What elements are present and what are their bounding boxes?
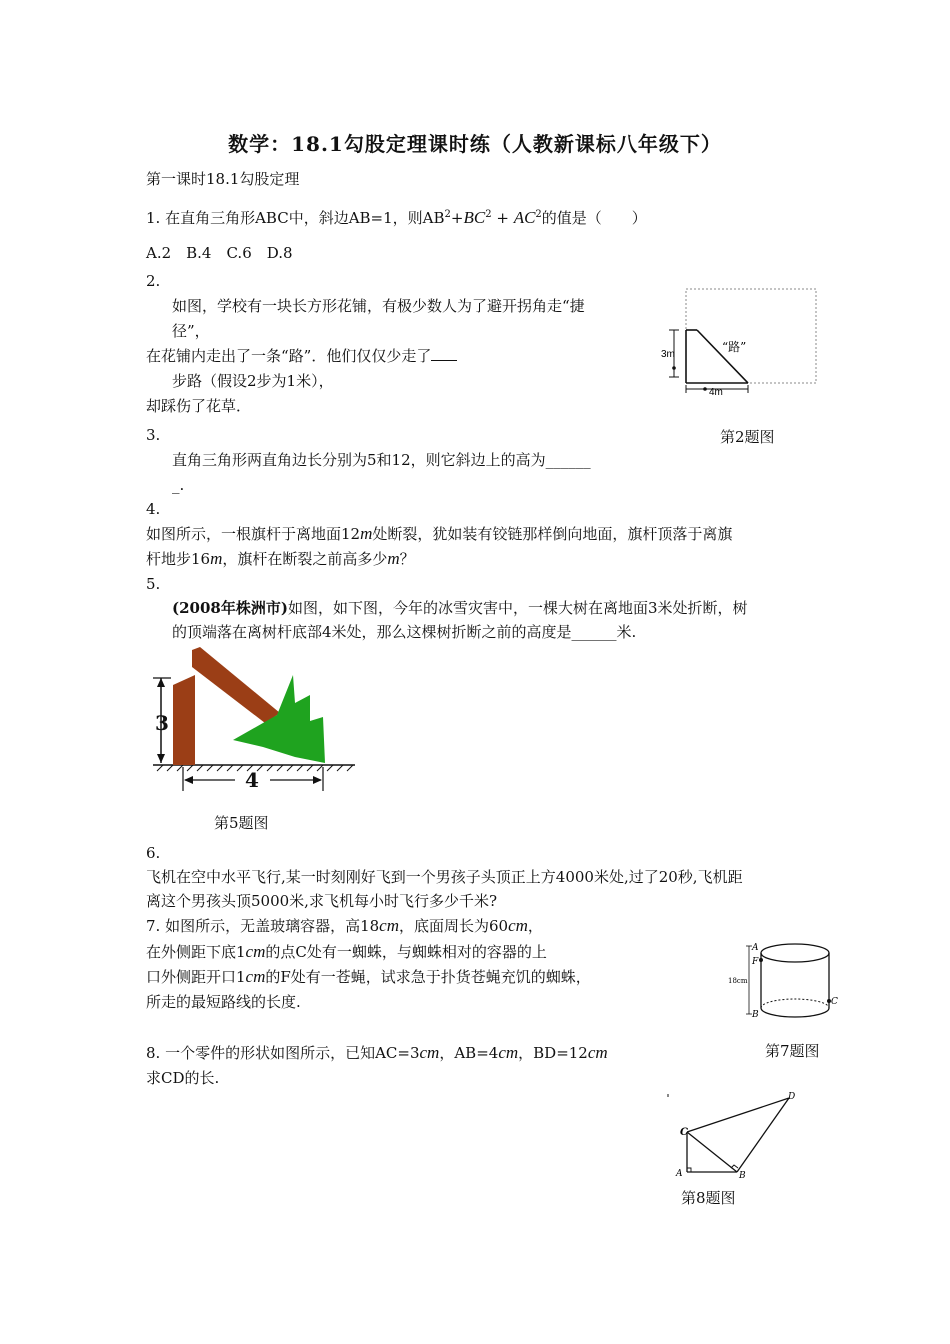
q5-number: 5.: [146, 575, 161, 593]
fig2-4m: 4m: [709, 387, 723, 398]
q5-line1-text: 如图，如下图，今年的冰雪灾害中，一棵大树在离地面3米处折断，树: [287, 599, 748, 617]
q4-l1a: 如图所示，一根旗杆于离地面12: [146, 525, 361, 543]
q2-number: 2.: [146, 272, 161, 290]
fig8-label-C: C: [680, 1127, 688, 1138]
q2-line3: [146, 345, 457, 367]
fig2-3m: 3m: [661, 349, 675, 360]
q4-unit-m3: m: [387, 549, 400, 568]
fig8-caption: 第8题图: [681, 1189, 736, 1207]
q1-text-b: 的值是（ ）: [541, 209, 647, 227]
q6-number: 6.: [146, 844, 161, 862]
q7-line1: [146, 915, 543, 937]
q3-number: 3.: [146, 426, 161, 444]
fig5-label-3: 3: [155, 711, 169, 735]
q7-unit-cm2: cm: [508, 916, 528, 935]
figure-5: [145, 645, 360, 795]
q1-ac: AC: [513, 208, 536, 227]
q7-unit-cm3: cm: [245, 942, 266, 961]
q7-line3: [146, 966, 591, 988]
fig7-label-18cm: 18cm: [728, 977, 748, 985]
q1-bc: BC: [463, 208, 486, 227]
q2-line3-text: 在花铺内走出了一条“路”．他们仅仅少走了: [146, 347, 432, 365]
q4-unit-m1: m: [360, 524, 373, 543]
fig7-label-A: A: [752, 943, 759, 953]
q7-l1b: ，底面周长为60: [399, 917, 509, 935]
q8-unit-cm1: cm: [419, 1043, 440, 1062]
q8-l1c: ，BD=12: [518, 1044, 588, 1062]
q7-unit-cm4: cm: [245, 967, 266, 986]
q2-line2: 径”，: [172, 322, 210, 340]
q4-line1: [146, 523, 732, 545]
q2-line4: 步路（假设2步为1米），: [172, 372, 334, 390]
q4-line2: [146, 548, 415, 570]
q5-source: (2008年株洲市): [172, 599, 288, 617]
q1-plus1: +: [450, 209, 464, 227]
q7-l2a: 在外侧距下底1: [146, 943, 246, 961]
q4-l2a: 杆地步16: [146, 550, 211, 568]
q3-line1: 直角三角形两直角边长分别为5和12，则它斜边上的高为______: [172, 451, 591, 469]
q8-line2: 求CD的长.: [146, 1069, 220, 1087]
figure-7: [725, 938, 840, 1028]
fig7-label-C: C: [831, 997, 838, 1007]
q7-line2: [146, 941, 547, 963]
figure-2: [655, 285, 820, 400]
q1-sup3: 2: [535, 209, 542, 220]
q8-l1a: 8. 一个零件的形状如图所示，已知AC=3: [146, 1044, 420, 1062]
q1-plus2: +: [491, 209, 514, 227]
q5-line1: [172, 597, 748, 619]
q6-line2: 离这个男孩头顶5000米,求飞机每小时飞行多少千米?: [146, 892, 497, 910]
fig5-caption: 第5题图: [214, 814, 269, 832]
q4-l2b: ，旗杆在断裂之前高多少: [222, 550, 388, 568]
fig8-label-D: D: [788, 1092, 796, 1102]
fig2-caption: 第2题图: [720, 428, 775, 446]
fig8-label-B: B: [739, 1171, 746, 1181]
q4-l2c: ？: [399, 550, 415, 568]
q3-line2: _.: [172, 476, 185, 494]
fig5-label-4: 4: [245, 768, 259, 792]
q6-line1: 飞机在空中水平飞行,某一时刻刚好飞到一个男孩子头顶正上方4000米处,过了20秒,飞机距: [146, 868, 743, 886]
q2-line5: 却踩伤了花草．: [146, 397, 252, 415]
q4-l1b: 处断裂，犹如装有铰链那样倒向地面，旗杆顶落于离旗: [372, 525, 733, 543]
q7-unit-cm1: cm: [379, 916, 399, 935]
question-1: [146, 204, 647, 229]
q7-l3a: 口外侧距开口1: [146, 968, 246, 986]
q7-line4: 所走的最短路线的长度.: [146, 993, 301, 1011]
fig7-label-B: B: [752, 1010, 759, 1020]
figure-8: [665, 1090, 805, 1180]
q2-line1: 如图，学校有一块长方形花铺，有极少数人为了避开拐角走“捷: [172, 297, 585, 315]
q7-l2b: 的点C处有一蜘蛛，与蜘蛛相对的容器的上: [265, 943, 547, 961]
q1-sup2: 2: [485, 209, 492, 220]
page-title: 数学：18.1勾股定理课时练（人教新课标八年级下）: [228, 132, 722, 156]
q1-options: A.2 B.4 C.6 D.8: [146, 244, 293, 262]
q8-line1: [146, 1042, 608, 1064]
fig7-label-F: F: [752, 957, 759, 967]
section-heading: 第一课时18.1勾股定理: [146, 170, 300, 188]
q8-unit-cm3: cm: [587, 1043, 608, 1062]
q7-l3b: 的F处有一苍蝇，试求急于扑货苍蝇充饥的蜘蛛，: [265, 968, 591, 986]
q4-unit-m2: m: [210, 549, 223, 568]
q4-number: 4.: [146, 500, 161, 518]
q1-text-a: 1. 在直角三角形ABC中，斜边AB=1，则AB: [146, 209, 445, 227]
q7-l1a: 7. 如图所示，无盖玻璃容器，高18: [146, 917, 380, 935]
fig2-road-label: “路”: [722, 340, 747, 354]
fig8-label-A: A: [676, 1169, 683, 1179]
q5-line2: 的顶端落在离树杆底部4米处，那么这棵树折断之前的高度是______米.: [172, 623, 637, 641]
fig7-caption: 第7题图: [765, 1042, 820, 1060]
q8-l1b: ，AB=4: [439, 1044, 499, 1062]
q1-sup1: 2: [444, 209, 451, 220]
q7-l1c: ，: [527, 917, 543, 935]
q8-unit-cm2: cm: [498, 1043, 519, 1062]
